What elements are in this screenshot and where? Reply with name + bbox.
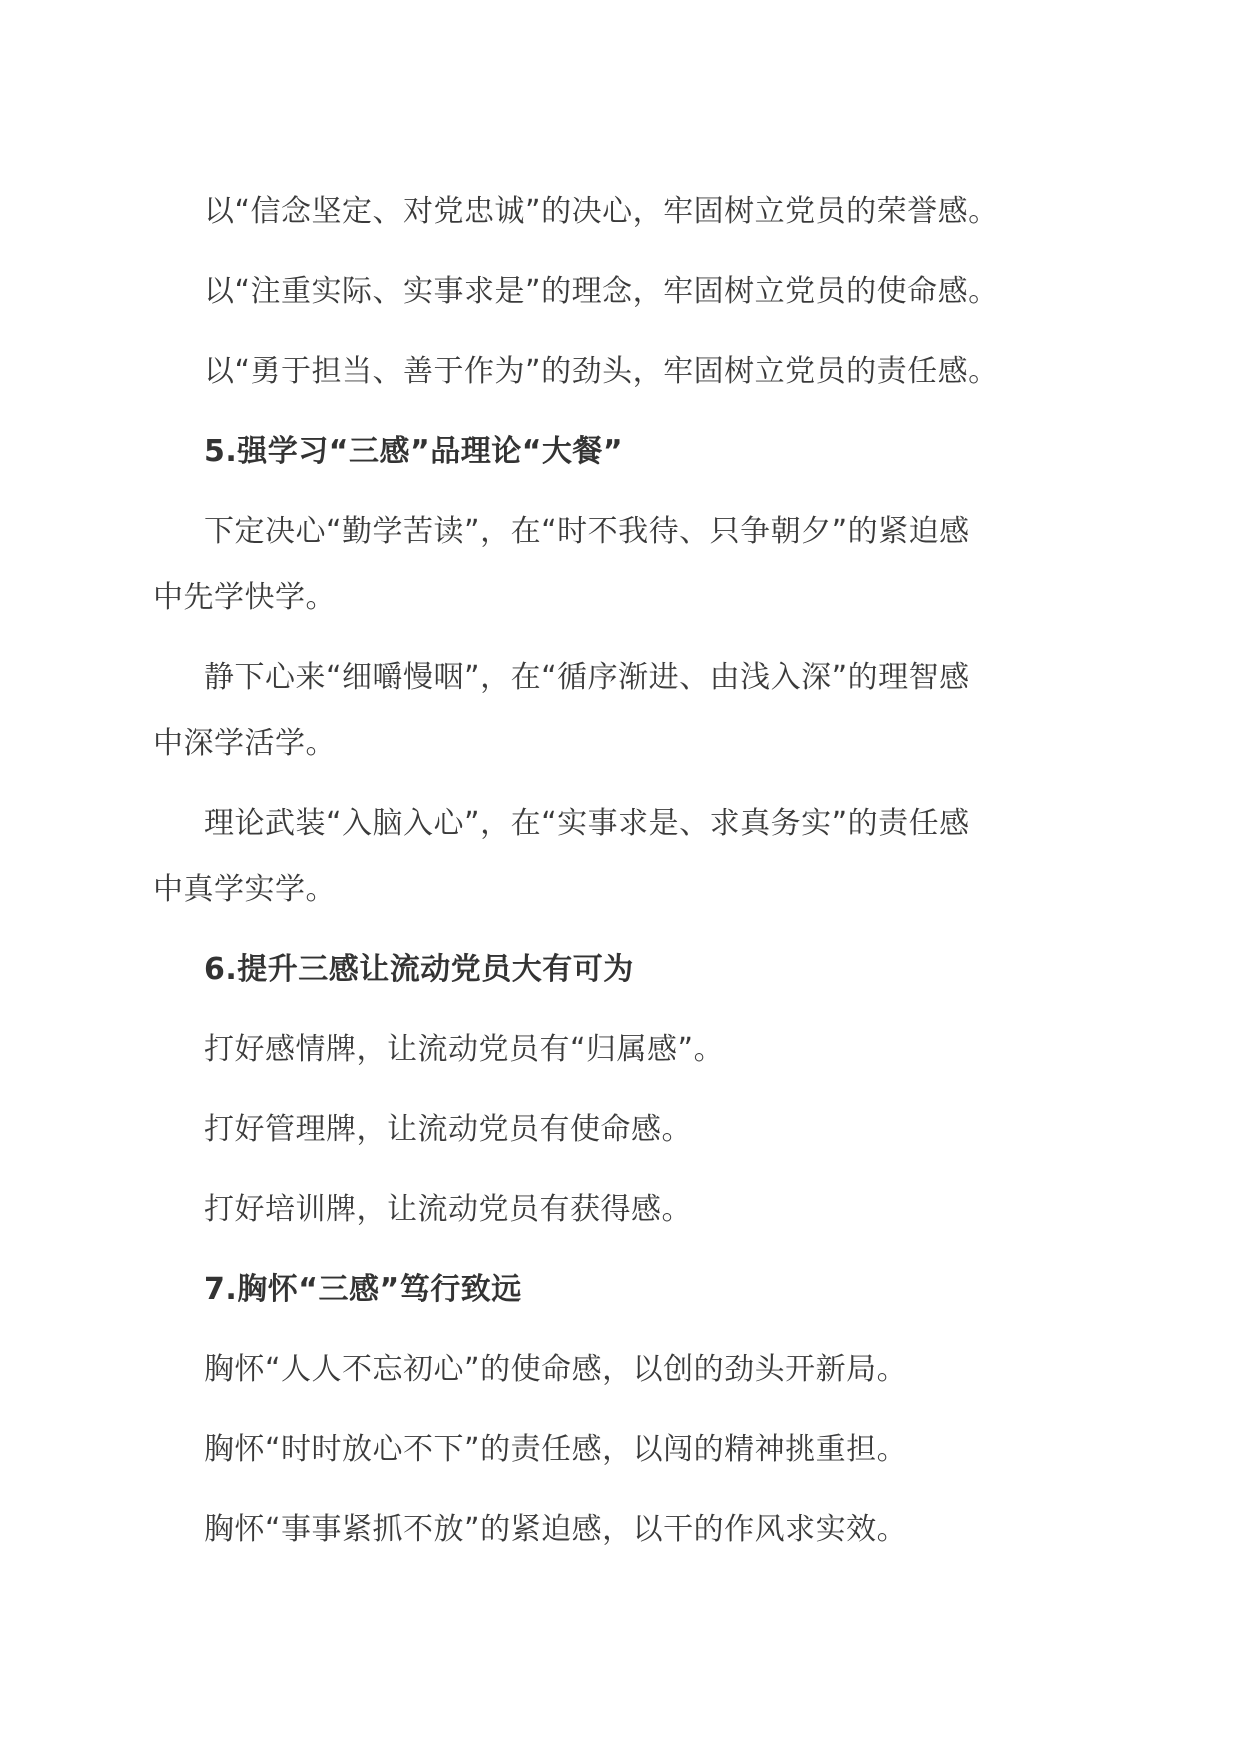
paragraph-study-3-line-2: 中真学实学。 xyxy=(153,872,336,907)
paragraph-mission: 以“注重实际、实事求是”的理念，牢固树立党员的使命感。 xyxy=(204,274,999,309)
section-heading-7: 7.胸怀“三感”笃行致远 xyxy=(204,1272,522,1307)
section-heading-6: 6.提升三感让流动党员大有可为 xyxy=(204,952,634,987)
paragraph-responsibility: 以“勇于担当、善于作为”的劲头，牢固树立党员的责任感。 xyxy=(204,354,999,389)
paragraph-study-1-line-1: 下定决心“勤学苦读”，在“时不我待、只争朝夕”的紧迫感 xyxy=(204,514,970,549)
paragraph-original-aspiration: 胸怀“人人不忘初心”的使命感，以创的劲头开新局。 xyxy=(204,1352,908,1387)
paragraph-study-2-line-2: 中深学活学。 xyxy=(153,726,336,761)
paragraph-belonging: 打好感情牌，让流动党员有“归属感”。 xyxy=(204,1032,725,1067)
section-heading-5: 5.强学习“三感”品理论“大餐” xyxy=(204,434,624,469)
paragraph-heavy-burden: 胸怀“时时放心不下”的责任感，以闯的精神挑重担。 xyxy=(204,1432,908,1467)
paragraph-study-1-line-2: 中先学快学。 xyxy=(153,580,336,615)
paragraph-management: 打好管理牌，让流动党员有使命感。 xyxy=(204,1112,692,1147)
paragraph-study-3-line-1: 理论武装“入脑入心”，在“实事求是、求真务实”的责任感 xyxy=(204,806,970,841)
paragraph-training: 打好培训牌，让流动党员有获得感。 xyxy=(204,1192,692,1227)
paragraph-practical-results: 胸怀“事事紧抓不放”的紧迫感，以干的作风求实效。 xyxy=(204,1512,908,1547)
paragraph-study-2-line-1: 静下心来“细嚼慢咽”，在“循序渐进、由浅入深”的理智感 xyxy=(204,660,970,695)
paragraph-honor: 以“信念坚定、对党忠诚”的决心，牢固树立党员的荣誉感。 xyxy=(204,194,999,229)
